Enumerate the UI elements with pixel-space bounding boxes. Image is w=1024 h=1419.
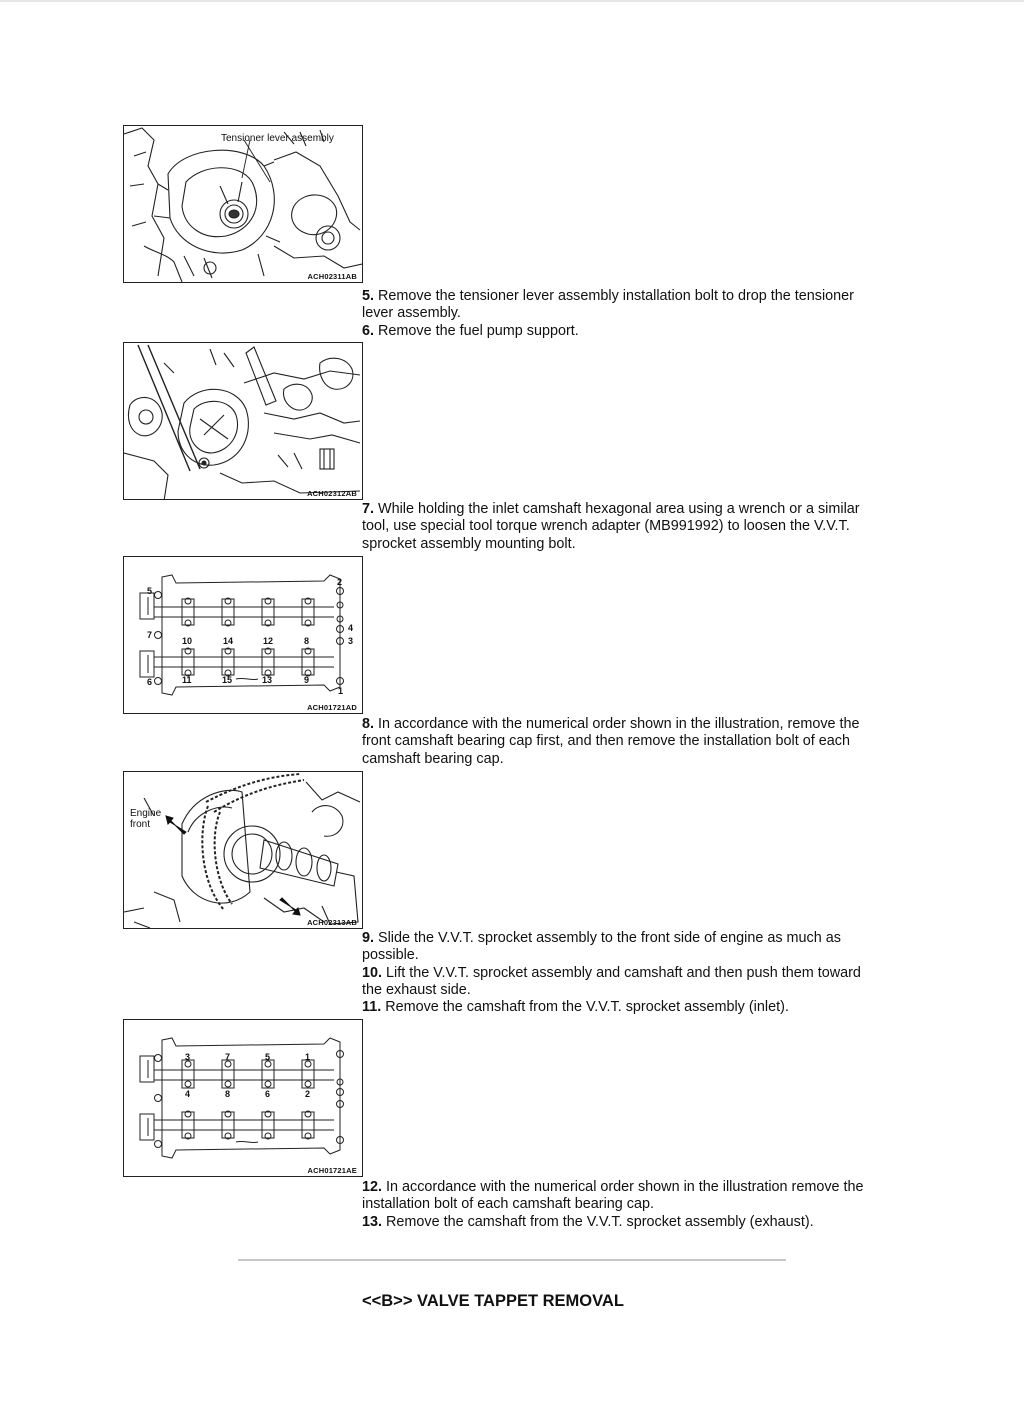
bolt-number: 13 — [262, 675, 273, 685]
bolt-number: 2 — [305, 1089, 311, 1099]
bolt-number: 8 — [225, 1089, 231, 1099]
bolt-number: 6 — [265, 1089, 271, 1099]
step-text: Lift the V.V.T. sprocket assembly and camshaft and then push them toward the exhaust side. — [362, 964, 861, 998]
vvt-sprocket-illustration — [124, 772, 363, 929]
steps-9-11 — [362, 930, 882, 1016]
fuel-pump-support-illustration — [124, 343, 363, 500]
step-number: 7. — [362, 501, 375, 517]
bolt-number: 11 — [182, 675, 192, 685]
step-13 — [362, 1214, 882, 1231]
figure-id: ACH01721AD — [307, 703, 357, 712]
figure-id: ACH02311AB — [307, 272, 357, 281]
callout-label: front — [130, 819, 151, 830]
tensioner-lever-illustration — [124, 126, 363, 283]
bolt-number: 2 — [337, 577, 343, 587]
step-7 — [362, 501, 882, 553]
bolt-number: 3 — [185, 1052, 191, 1062]
figure-bearing-cap-order-exhaust — [123, 1019, 363, 1177]
bolt-number: 14 — [223, 636, 234, 646]
bolt-number: 7 — [147, 630, 153, 640]
figure-bearing-cap-order-inlet — [123, 556, 363, 714]
callout-label: Engine — [130, 808, 162, 819]
bearing-cap-layout-diagram — [124, 557, 363, 714]
step-number: 6. — [362, 322, 375, 339]
step-number: 9. — [362, 930, 375, 946]
step-11 — [362, 999, 882, 1016]
bolt-number: 3 — [348, 636, 354, 646]
bolt-number: 5 — [147, 586, 153, 596]
step-number: 11. — [362, 999, 382, 1016]
step-text: In accordance with the numerical order shown in the illustration, remove the front camshaft bearing cap first, and then remove the installation bolt of each camshaft bearing cap. — [362, 716, 860, 767]
section-title: <<B>> VALVE TAPPET REMOVAL — [362, 1292, 624, 1310]
steps-8 — [362, 716, 882, 768]
bolt-number: 7 — [225, 1052, 231, 1062]
step-9 — [362, 930, 882, 965]
bolt-number: 8 — [304, 636, 310, 646]
step-10 — [362, 965, 882, 1000]
step-text: Remove the fuel pump support. — [374, 322, 579, 339]
callout-label: Tensioner lever assembly — [221, 133, 334, 144]
step-number: 5. — [362, 288, 375, 304]
steps-5-6 — [362, 288, 882, 340]
bolt-number: 1 — [305, 1052, 311, 1062]
figure-fuel-pump-support — [123, 342, 363, 500]
step-5 — [362, 288, 882, 323]
step-6 — [362, 323, 882, 340]
step-text: Slide the V.V.T. sprocket assembly to the front side of engine as much as possible. — [362, 930, 841, 964]
bearing-cap-layout-diagram — [124, 1020, 363, 1177]
step-number: 13. — [362, 1213, 383, 1230]
bolt-number: 5 — [265, 1052, 271, 1062]
step-text: Remove the camshaft from the V.V.T. sprocket assembly (exhaust). — [382, 1213, 814, 1230]
bolt-number: 1 — [338, 686, 344, 696]
steps-12-13 — [362, 1179, 882, 1231]
bolt-number: 6 — [147, 677, 153, 687]
step-text: In accordance with the numerical order shown in the illustration remove the installation bolt of each camshaft bearing cap. — [362, 1179, 864, 1213]
bolt-number: 9 — [304, 675, 310, 685]
step-8 — [362, 716, 882, 768]
section-divider — [238, 1259, 786, 1261]
figure-id: ACH01721AE — [307, 1166, 357, 1175]
figure-tensioner-lever — [123, 125, 363, 283]
figure-vvt-sprocket-slide — [123, 771, 363, 929]
step-12 — [362, 1179, 882, 1214]
step-number: 12. — [362, 1179, 383, 1195]
step-number: 10. — [362, 964, 383, 981]
page-top-rule — [0, 0, 1024, 2]
figure-id: ACH02312AB — [307, 489, 357, 498]
step-text: Remove the camshaft from the V.V.T. sprocket assembly (inlet). — [381, 999, 789, 1016]
steps-7 — [362, 501, 882, 553]
bolt-number: 4 — [348, 623, 354, 633]
step-text: While holding the inlet camshaft hexagonal area using a wrench or a similar tool, use special tool torque wrench adapter (MB991992) to loosen the V.V.T. sprocket assembly mounting bolt. — [362, 501, 860, 552]
bolt-number: 10 — [182, 636, 193, 646]
figure-id: ACH02313AB — [307, 918, 357, 927]
bolt-number: 15 — [222, 675, 233, 685]
bolt-number: 12 — [263, 636, 274, 646]
bolt-number: 4 — [185, 1089, 191, 1099]
step-number: 8. — [362, 716, 375, 732]
step-text: Remove the tensioner lever assembly installation bolt to drop the tensioner lever assembly. — [362, 288, 854, 322]
